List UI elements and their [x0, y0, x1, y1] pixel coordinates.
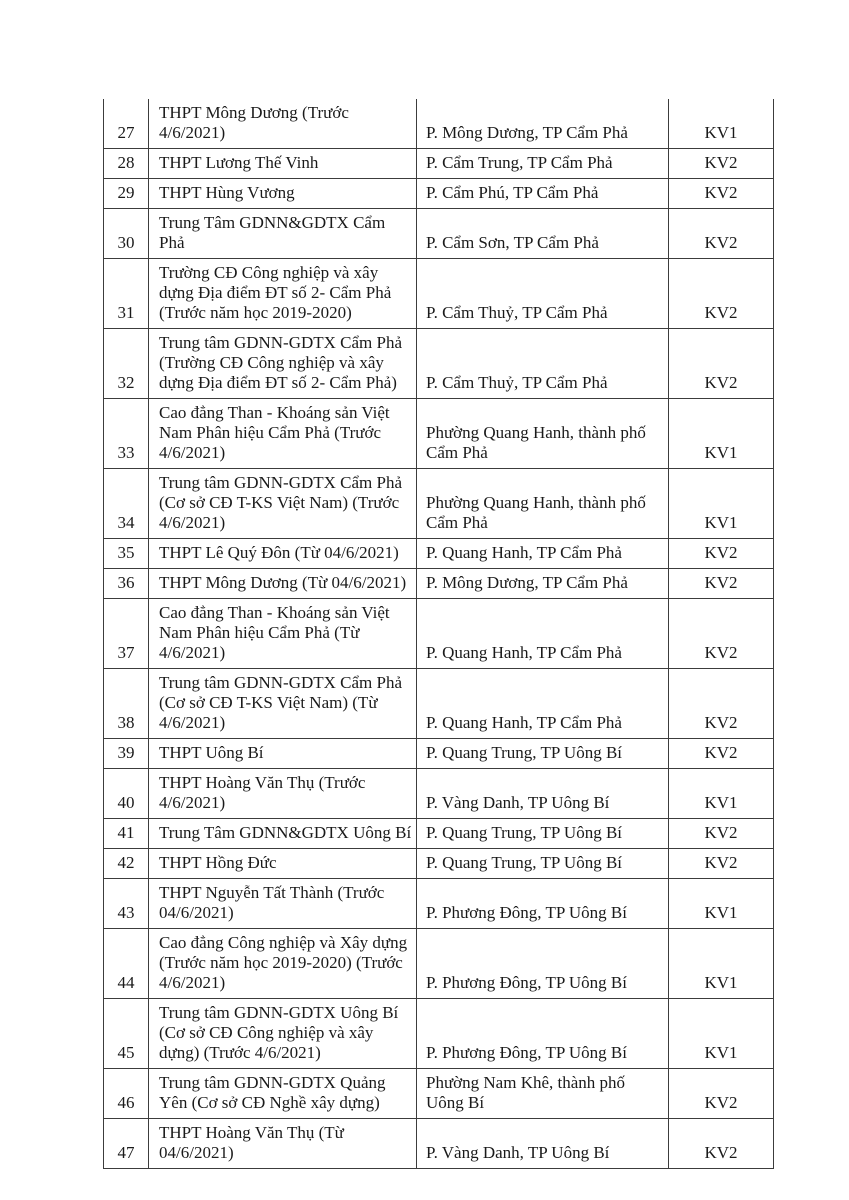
- school-name: Trung Tâm GDNN&GDTX Cẩm Phả: [149, 209, 417, 259]
- row-number: 45: [104, 999, 149, 1069]
- school-name: Trung tâm GDNN-GDTX Quảng Yên (Cơ sở CĐ Nghề xây dựng): [149, 1069, 417, 1119]
- school-name: Trung tâm GDNN-GDTX Cẩm Phả (Cơ sở CĐ T-KS Việt Nam) (Trước 4/6/2021): [149, 469, 417, 539]
- kv-area-code: KV1: [669, 99, 774, 149]
- table-row: [104, 399, 774, 469]
- school-location: P. Quang Trung, TP Uông Bí: [417, 739, 669, 769]
- school-location: P. Phương Đông, TP Uông Bí: [417, 879, 669, 929]
- row-number: 29: [104, 179, 149, 209]
- kv-area-code: KV1: [669, 469, 774, 539]
- table-row: [104, 179, 774, 209]
- school-location: Phường Quang Hanh, thành phố Cẩm Phả: [417, 469, 669, 539]
- row-number: 38: [104, 669, 149, 739]
- kv-area-code: KV1: [669, 399, 774, 469]
- school-location: P. Cẩm Trung, TP Cẩm Phả: [417, 149, 669, 179]
- school-name: THPT Hoàng Văn Thụ (Từ 04/6/2021): [149, 1119, 417, 1169]
- row-number: 27: [104, 99, 149, 149]
- kv-area-code: KV2: [669, 739, 774, 769]
- school-name: Cao đẳng Công nghiệp và Xây dựng (Trước năm học 2019-2020) (Trước 4/6/2021): [149, 929, 417, 999]
- row-number: 33: [104, 399, 149, 469]
- table-row: [104, 739, 774, 769]
- row-number: 43: [104, 879, 149, 929]
- kv-area-code: KV2: [669, 1069, 774, 1119]
- school-name: THPT Uông Bí: [149, 739, 417, 769]
- table-row: [104, 149, 774, 179]
- row-number: 28: [104, 149, 149, 179]
- table-row: [104, 929, 774, 999]
- schools-table: [103, 99, 774, 1169]
- school-name: THPT Mông Dương (Từ 04/6/2021): [149, 569, 417, 599]
- kv-area-code: KV2: [669, 569, 774, 599]
- row-number: 36: [104, 569, 149, 599]
- row-number: 44: [104, 929, 149, 999]
- table-row: [104, 1069, 774, 1119]
- row-number: 47: [104, 1119, 149, 1169]
- row-number: 40: [104, 769, 149, 819]
- school-location: P. Cẩm Phú, TP Cẩm Phả: [417, 179, 669, 209]
- school-location: Phường Nam Khê, thành phố Uông Bí: [417, 1069, 669, 1119]
- table-row: [104, 819, 774, 849]
- kv-area-code: KV2: [669, 539, 774, 569]
- kv-area-code: KV1: [669, 879, 774, 929]
- school-name: THPT Lương Thế Vinh: [149, 149, 417, 179]
- school-name: THPT Hoàng Văn Thụ (Trước 4/6/2021): [149, 769, 417, 819]
- kv-area-code: KV2: [669, 179, 774, 209]
- school-location: P. Phương Đông, TP Uông Bí: [417, 929, 669, 999]
- school-name: Cao đẳng Than - Khoáng sản Việt Nam Phân hiệu Cẩm Phả (Trước 4/6/2021): [149, 399, 417, 469]
- table-row: [104, 1119, 774, 1169]
- school-location: P. Mông Dương, TP Cẩm Phả: [417, 99, 669, 149]
- kv-area-code: KV2: [669, 669, 774, 739]
- kv-area-code: KV2: [669, 259, 774, 329]
- row-number: 37: [104, 599, 149, 669]
- kv-area-code: KV2: [669, 329, 774, 399]
- row-number: 34: [104, 469, 149, 539]
- table-row: [104, 669, 774, 739]
- school-location: P. Cẩm Sơn, TP Cẩm Phả: [417, 209, 669, 259]
- row-number: 31: [104, 259, 149, 329]
- school-name: Trung tâm GDNN-GDTX Cẩm Phả (Trường CĐ Công nghiệp và xây dựng Địa điểm ĐT số 2- Cẩm Phả): [149, 329, 417, 399]
- school-location: P. Phương Đông, TP Uông Bí: [417, 999, 669, 1069]
- school-location: P. Vàng Danh, TP Uông Bí: [417, 1119, 669, 1169]
- school-location: Phường Quang Hanh, thành phố Cẩm Phả: [417, 399, 669, 469]
- school-name: THPT Hồng Đức: [149, 849, 417, 879]
- row-number: 41: [104, 819, 149, 849]
- kv-area-code: KV2: [669, 1119, 774, 1169]
- school-location: P. Mông Dương, TP Cẩm Phả: [417, 569, 669, 599]
- row-number: 35: [104, 539, 149, 569]
- school-name: Trung tâm GDNN-GDTX Uông Bí (Cơ sở CĐ Công nghiệp và xây dựng) (Trước 4/6/2021): [149, 999, 417, 1069]
- school-location: P. Quang Trung, TP Uông Bí: [417, 849, 669, 879]
- school-name: THPT Hùng Vương: [149, 179, 417, 209]
- table-row: [104, 999, 774, 1069]
- kv-area-code: KV2: [669, 849, 774, 879]
- school-name: THPT Lê Quý Đôn (Từ 04/6/2021): [149, 539, 417, 569]
- table-row: [104, 569, 774, 599]
- school-location: P. Quang Trung, TP Uông Bí: [417, 819, 669, 849]
- table-row: [104, 329, 774, 399]
- school-name: Trung Tâm GDNN&GDTX Uông Bí: [149, 819, 417, 849]
- table-row: [104, 879, 774, 929]
- kv-area-code: KV1: [669, 769, 774, 819]
- school-location: P. Vàng Danh, TP Uông Bí: [417, 769, 669, 819]
- kv-area-code: KV2: [669, 149, 774, 179]
- row-number: 32: [104, 329, 149, 399]
- school-name: THPT Mông Dương (Trước 4/6/2021): [149, 99, 417, 149]
- table-row: [104, 849, 774, 879]
- row-number: 39: [104, 739, 149, 769]
- kv-area-code: KV1: [669, 929, 774, 999]
- row-number: 42: [104, 849, 149, 879]
- kv-area-code: KV2: [669, 819, 774, 849]
- kv-area-code: KV2: [669, 599, 774, 669]
- table-row: [104, 99, 774, 149]
- table-row: [104, 259, 774, 329]
- kv-area-code: KV1: [669, 999, 774, 1069]
- kv-area-code: KV2: [669, 209, 774, 259]
- row-number: 30: [104, 209, 149, 259]
- school-name: Trung tâm GDNN-GDTX Cẩm Phả (Cơ sở CĐ T-KS Việt Nam) (Từ 4/6/2021): [149, 669, 417, 739]
- school-location: P. Quang Hanh, TP Cẩm Phả: [417, 669, 669, 739]
- row-number: 46: [104, 1069, 149, 1119]
- table-row: [104, 769, 774, 819]
- school-location: P. Quang Hanh, TP Cẩm Phả: [417, 539, 669, 569]
- school-location: P. Cẩm Thuỷ, TP Cẩm Phả: [417, 329, 669, 399]
- table-row: [104, 599, 774, 669]
- school-name: Cao đẳng Than - Khoáng sản Việt Nam Phân hiệu Cẩm Phả (Từ 4/6/2021): [149, 599, 417, 669]
- school-location: P. Cẩm Thuỷ, TP Cẩm Phả: [417, 259, 669, 329]
- schools-table-body: [104, 99, 774, 1169]
- table-row: [104, 209, 774, 259]
- table-row: [104, 469, 774, 539]
- school-name: THPT Nguyễn Tất Thành (Trước 04/6/2021): [149, 879, 417, 929]
- school-name: Trường CĐ Công nghiệp và xây dựng Địa điểm ĐT số 2- Cẩm Phả (Trước năm học 2019-2020): [149, 259, 417, 329]
- school-location: P. Quang Hanh, TP Cẩm Phả: [417, 599, 669, 669]
- table-row: [104, 539, 774, 569]
